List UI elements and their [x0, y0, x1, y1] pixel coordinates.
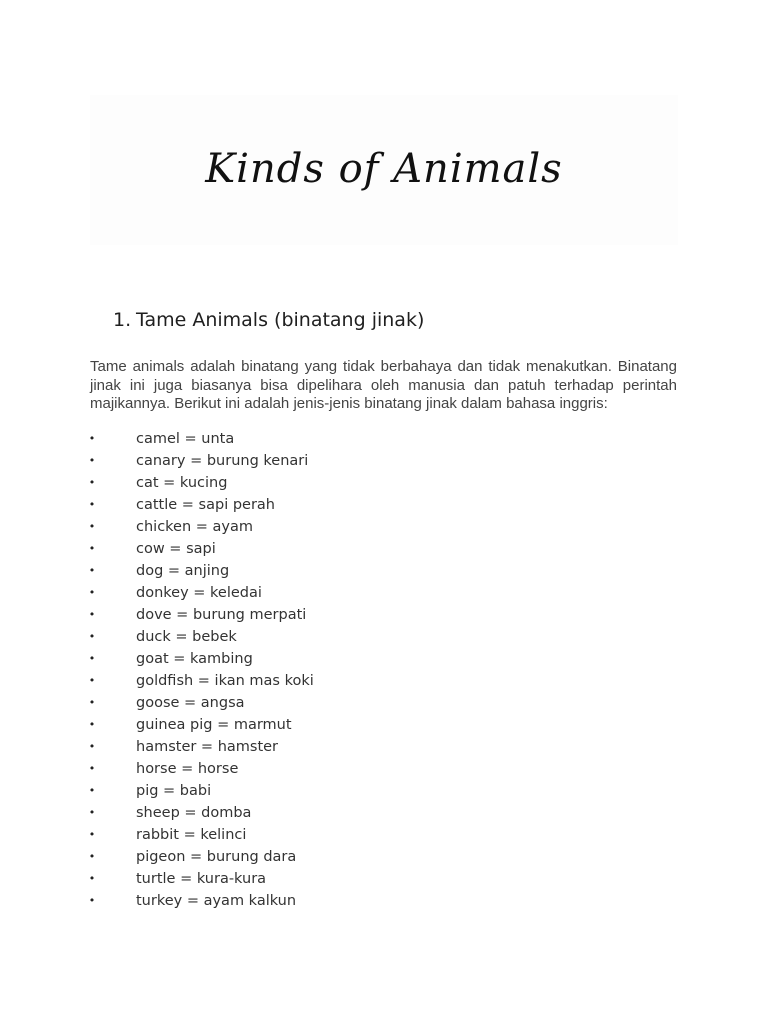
list-item-text: camel = unta: [136, 431, 235, 447]
list-item-text: chicken = ayam: [136, 519, 253, 535]
bullet-icon: •: [88, 608, 96, 621]
bullet-icon: •: [88, 894, 96, 907]
bullet-icon: •: [88, 740, 96, 753]
bullet-icon: •: [88, 718, 96, 731]
list-item-text: pig = babi: [136, 783, 212, 799]
bullet-icon: •: [88, 542, 96, 555]
section-heading: [113, 309, 424, 331]
bullet-icon: •: [88, 806, 96, 819]
bullet-icon: •: [88, 498, 96, 511]
title-banner: [90, 95, 678, 245]
bullet-icon: •: [88, 520, 96, 533]
bullet-icon: •: [88, 784, 96, 797]
list-item-text: rabbit = kelinci: [136, 827, 247, 843]
list-item-text: horse = horse: [136, 761, 239, 777]
list-item-text: donkey = keledai: [136, 585, 262, 601]
list-item-text: goldfish = ikan mas koki: [136, 673, 314, 689]
list-item-text: goat = kambing: [136, 651, 253, 667]
list-item-text: cat = kucing: [136, 475, 228, 491]
intro-paragraph: Tame animals adalah binatang yang tidak berbahaya dan tidak menakutkan. Binatang jinak ini juga biasanya bisa dipelihara oleh manusia dan patuh terhadap perintah majikannya. Berikut ini adalah jenis-jenis binatang jinak dalam bahasa inggris:: [90, 358, 677, 412]
list-item-text: sheep = domba: [136, 805, 252, 821]
bullet-icon: •: [88, 630, 96, 643]
list-item-text: turkey = ayam kalkun: [136, 893, 297, 909]
bullet-icon: •: [88, 674, 96, 687]
section-title: Tame Animals (binatang jinak): [136, 309, 425, 331]
bullet-icon: •: [88, 454, 96, 467]
bullet-icon: •: [88, 652, 96, 665]
list-item-text: canary = burung kenari: [136, 453, 309, 469]
bullet-icon: •: [88, 872, 96, 885]
list-item-text: cow = sapi: [136, 541, 216, 557]
bullet-icon: •: [88, 828, 96, 841]
section-number: 1.: [113, 309, 132, 331]
list-item-text: cattle = sapi perah: [136, 497, 275, 513]
list-item-text: pigeon = burung dara: [136, 849, 297, 865]
bullet-icon: •: [88, 586, 96, 599]
bullet-icon: •: [88, 432, 96, 445]
list-item-text: goose = angsa: [136, 695, 245, 711]
list-item-text: guinea pig = marmut: [136, 717, 292, 733]
list-item-text: dog = anjing: [136, 563, 230, 579]
banner-title-graphic: [90, 95, 678, 245]
bullet-icon: •: [88, 476, 96, 489]
list-item-text: duck = bebek: [136, 629, 237, 645]
bullet-icon: •: [88, 850, 96, 863]
bullet-icon: •: [88, 762, 96, 775]
banner-title: Kinds of Animals: [205, 146, 563, 192]
bullet-icon: •: [88, 696, 96, 709]
list-item-text: turtle = kura-kura: [136, 871, 267, 887]
list-item-text: dove = burung merpati: [136, 607, 307, 623]
bullet-icon: •: [88, 564, 96, 577]
list-item-text: hamster = hamster: [136, 739, 279, 755]
